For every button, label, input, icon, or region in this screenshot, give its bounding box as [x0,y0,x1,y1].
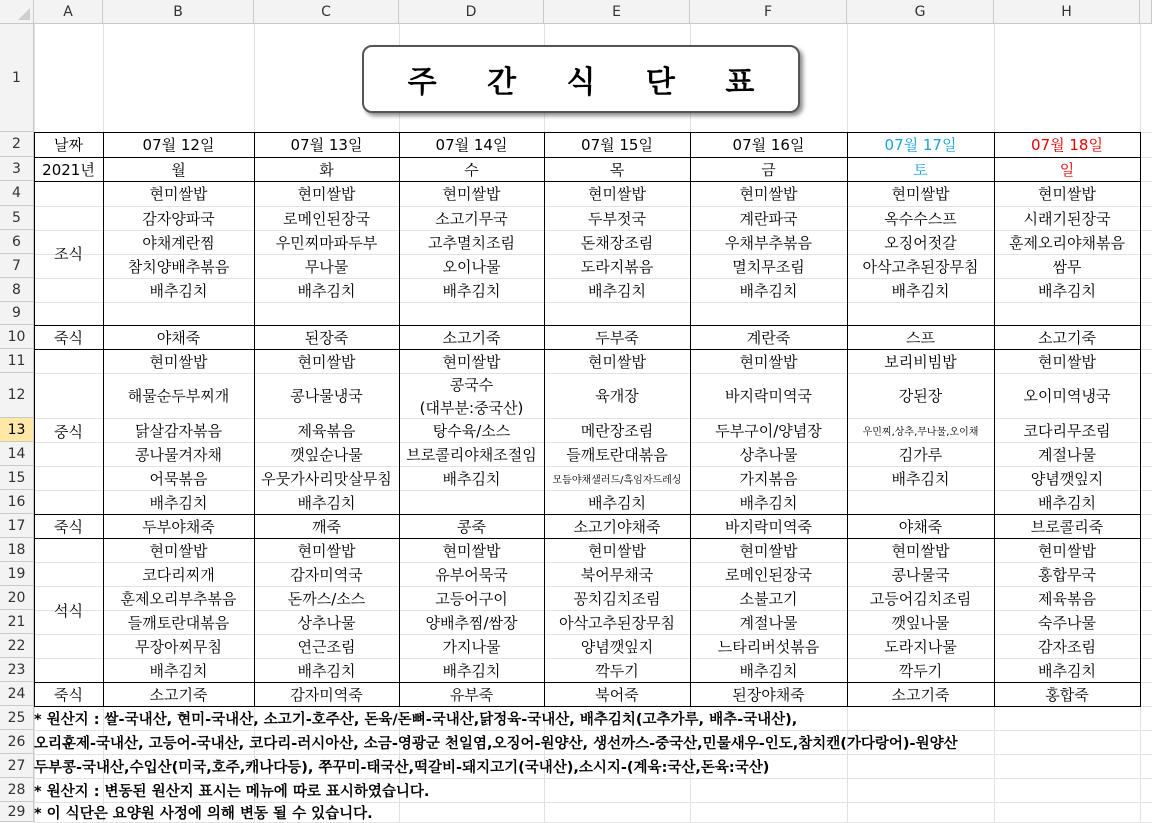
menu-item: 현미쌀밥 [297,541,356,560]
menu-item: 감자조림 [1038,637,1096,656]
porridge-item: 감자미역죽 [290,685,363,704]
menu-item: 현미쌀밥 [442,541,501,560]
weekday-cell: 금 [761,160,776,179]
menu-item: 배추김치 [1038,281,1096,300]
menu-item: 도라지볶음 [580,257,654,276]
weekday-cell: 수 [464,160,479,179]
menu-item: 두부젓국 [588,209,646,228]
origin-note: * 원산지 : 쌀-국내산, 현미-국내산, 소고기-호주산, 돈육/돈뼈-국내산,닭정육-국내산, 배추김치(고추가루, 배추-국내산), [34,711,798,728]
menu-item: 현미쌀밥 [891,185,950,203]
row-header[interactable]: 1 [0,24,34,132]
menu-item: 야채계란찜 [142,233,215,252]
menu-item: 배추김치 [739,281,798,300]
row-header[interactable]: 27 [0,754,34,778]
menu-item: 돈까스/소스 [287,589,366,608]
row-header[interactable]: 20 [0,586,34,610]
menu-item: 무장아찌무침 [135,637,222,656]
meal-label-breakfast: 조식 [54,244,83,263]
row-header[interactable]: 9 [0,302,34,325]
menu-item: 양념깻잎지 [580,637,654,656]
menu-item: 배추김치 [1038,661,1096,680]
menu-item: 시래기된장국 [1023,209,1111,228]
row-header[interactable]: 3 [0,157,34,181]
meal-label-porridge: 죽식 [54,517,83,536]
porridge-item: 된장죽 [304,328,349,347]
menu-item: 현미쌀밥 [149,185,208,203]
menu-item: 북어무채국 [580,565,654,584]
menu-item: 가지나물 [442,637,501,656]
menu-item: 우뭇가사리맛살무침 [261,469,392,488]
menu-item: 현미쌀밥 [891,541,950,560]
porridge-item: 스프 [906,328,935,347]
origin-note: 두부콩-국내산,수입산(미국,호주,캐나다등), 쭈꾸미-태국산,떡갈비-돼지고기(국내산),소시지-(계육:국산,돈육:국산) [34,759,770,776]
menu-item: 숙주나물 [1038,613,1096,632]
porridge-item: 소고기야채죽 [573,517,661,536]
menu-item: 현미쌀밥 [588,185,646,203]
menu-item: 훈제오리부추볶음 [120,589,237,608]
row-header[interactable]: 4 [0,181,34,206]
row-header[interactable]: 6 [0,230,34,254]
column-header[interactable]: D [399,0,544,24]
menu-item: 우채부추볶음 [725,233,812,252]
menu-item-note: (대부분:중국산) [419,398,524,417]
porridge-item: 소고기죽 [149,685,208,704]
menu-item: 코다리무조림 [1023,421,1111,440]
porridge-item: 두부야채죽 [142,517,215,536]
column-header[interactable]: G [847,0,994,24]
menu-item: 배추김치 [297,281,356,300]
page-title: 주 간 식 단 표 [362,45,800,113]
porridge-item: 홍합죽 [1045,685,1089,704]
menu-item: 배추김치 [149,281,208,300]
column-header[interactable]: H [994,0,1140,24]
menu-item: 연근조림 [297,637,356,656]
row-header[interactable]: 18 [0,538,34,562]
menu-item: 양배추찜/쌈장 [425,613,518,632]
menu-item: 바지락미역국 [725,387,812,405]
menu-item: 배추김치 [1038,493,1096,512]
menu-item: 현미쌀밥 [588,352,646,371]
menu-item: 어묵볶음 [149,469,208,488]
porridge-item: 북어죽 [595,685,639,704]
menu-item: 아삭고추된장무침 [559,613,675,632]
menu-item: 멸치무조림 [732,257,805,276]
menu-item: 배추김치 [739,661,798,680]
date-label: 날짜 [54,136,83,154]
porridge-item: 바지락미역죽 [725,517,812,536]
menu-item: 메란장조림 [580,421,654,440]
row-header[interactable]: 25 [0,706,34,730]
column-header-overflow [1140,0,1152,24]
meal-label-porridge: 죽식 [54,328,83,347]
menu-item: 배추김치 [442,661,501,680]
menu-item: 현미쌀밥 [739,185,798,203]
menu-item: 계절나물 [739,613,798,632]
menu-item: 오이미역냉국 [1023,387,1111,405]
column-header[interactable]: C [254,0,399,24]
porridge-item: 브로콜리죽 [1030,517,1104,536]
menu-item: 도라지나물 [884,637,957,656]
menu-item: 보리비빔밥 [884,352,957,371]
menu-item: 현미쌀밥 [149,541,208,560]
menu-item: 아삭고추된장무침 [862,257,979,276]
menu-item: 양념깻잎지 [1030,469,1104,488]
menu-item: 느타리버섯볶음 [717,637,820,656]
menu-item: 현미쌀밥 [1038,185,1096,203]
menu-item: 해물순두부찌개 [127,387,230,405]
menu-item: 강된장 [898,387,943,405]
menu-item: 우민찌,상추,무나물,오이채 [862,426,979,438]
row-header[interactable]: 24 [0,682,34,706]
menu-item: 배추김치 [891,469,950,488]
menu-item: 깻잎순나물 [290,445,363,464]
menu-item: 배추김치 [739,493,798,512]
row-header[interactable]: 17 [0,514,34,538]
menu-item: 고등어김치조림 [869,589,972,608]
porridge-item: 야채죽 [898,517,943,536]
menu-item: 로메인된장국 [725,565,812,584]
menu-item: 돈채장조림 [580,233,654,252]
menu-item: 현미쌀밥 [297,352,356,371]
table-border [1140,132,1141,707]
column-header[interactable]: B [103,0,254,24]
row-header[interactable]: 26 [0,730,34,754]
row-header[interactable]: 13 [0,418,34,442]
date-cell: 07월 14일 [435,136,508,154]
menu-item: 참치양배추볶음 [127,257,230,276]
porridge-item: 된장야채죽 [732,685,805,704]
porridge-item: 소고기죽 [891,685,950,704]
menu-item: 배추김치 [891,281,950,300]
menu-item: 가지볶음 [739,469,798,488]
row-header[interactable]: 2 [0,132,34,157]
menu-item: 소불고기 [739,589,798,608]
menu-item: 배추김치 [588,281,646,300]
meal-label-porridge: 죽식 [54,685,83,704]
menu-item: 꽁치김치조림 [573,589,661,608]
menu-item: 제육볶음 [297,421,356,440]
menu-item: 배추김치 [297,661,356,680]
date-cell: 07월 16일 [732,136,805,154]
weekday-cell: 일 [1059,160,1075,179]
row-header[interactable]: 14 [0,442,34,466]
menu-item: 감자미역국 [290,565,363,584]
row-header[interactable]: 22 [0,634,34,658]
column-header[interactable]: F [690,0,847,24]
menu-item: 고등어구이 [435,589,508,608]
menu-item: 콩나물겨자채 [135,445,222,464]
meal-label-dinner: 석식 [54,601,83,620]
row-header[interactable]: 21 [0,610,34,634]
row-header[interactable]: 11 [0,349,34,373]
weekday-cell: 토 [913,160,928,179]
porridge-item: 유부죽 [449,685,494,704]
date-cell: 07월 12일 [142,136,215,154]
porridge-item: 소고기죽 [1038,328,1096,347]
menu-item: 배추김치 [149,661,208,680]
row-header[interactable]: 12 [0,373,34,418]
row-header[interactable]: 16 [0,490,34,514]
porridge-item: 소고기죽 [442,328,501,347]
meal-label-lunch: 중식 [54,423,83,441]
row-header[interactable]: 29 [0,802,34,822]
row-header[interactable]: 15 [0,466,34,490]
menu-item: 깍두기 [898,661,943,680]
menu-item: 모듬야채샐러드/흑임자드레싱 [552,474,682,486]
menu-item: 콩국수 [449,375,494,394]
menu-item: 육개장 [595,387,639,405]
menu-item: 들깨토란대볶음 [566,445,668,464]
menu-item: 김가루 [898,445,943,464]
column-header[interactable]: A [34,0,103,24]
menu-item: 브로콜리야채조절임 [406,445,537,464]
menu-item: 옥수수스프 [884,209,957,228]
menu-item: 두부구이/양념장 [715,421,822,440]
porridge-item: 깨죽 [312,517,341,536]
date-cell: 07월 18일 [1031,136,1103,154]
date-cell: 07월 15일 [581,136,653,154]
weekday-cell: 화 [319,160,334,179]
menu-item: 쌈무 [1052,257,1082,276]
select-all-corner[interactable] [0,0,34,24]
menu-item: 계절나물 [1038,445,1096,464]
row-header[interactable]: 7 [0,254,34,278]
date-cell: 07월 17일 [884,136,957,154]
menu-item: 콩나물국 [891,565,950,584]
origin-note: * 원산지 : 변동된 원산지 표시는 메뉴에 따로 표시하였습니다. [34,783,430,800]
menu-item: 고추멸치조림 [428,233,515,252]
menu-item: 콩나물냉국 [290,387,363,405]
menu-item: 현미쌀밥 [588,541,646,560]
menu-item: 상추나물 [297,613,356,632]
menu-item: 로메인된장국 [283,209,370,228]
menu-item: 상추나물 [739,445,798,464]
menu-item: 우민찌마파두부 [275,233,378,252]
menu-item: 현미쌀밥 [442,352,501,371]
menu-item: 제육볶음 [1038,589,1096,608]
row-header[interactable]: 19 [0,562,34,586]
menu-item: 계란파국 [739,209,798,228]
menu-item: 들깨토란대볶음 [127,613,230,632]
menu-item: 소고기무국 [435,209,508,228]
menu-item: 배추김치 [149,493,208,512]
date-cell: 07월 13일 [290,136,363,154]
porridge-item: 야채죽 [156,328,201,347]
menu-item: 깍두기 [595,661,639,680]
menu-item: 코다리찌개 [142,565,215,584]
row-header[interactable]: 10 [0,325,34,349]
row-header[interactable]: 8 [0,278,34,302]
origin-note: 오리훈제-국내산, 고등어-국내산, 코다리-러시아산, 소금-영광군 천일염,오징어-원양산, 생선까스-중국산,민물새우-인도,참치캔(가다랑어)-원양산 [34,735,958,752]
menu-item: 오징어젓갈 [884,233,957,252]
menu-item: 현미쌀밥 [739,352,798,371]
menu-item: 오이나물 [442,257,501,276]
row-header[interactable]: 5 [0,206,34,230]
menu-item: 무나물 [304,257,349,276]
menu-item: 탕수육/소스 [432,421,511,440]
porridge-item: 계란죽 [746,328,791,347]
row-header[interactable]: 23 [0,658,34,682]
porridge-item: 두부죽 [595,328,639,347]
origin-note: * 이 식단은 요양원 사정에 의해 변동 될 수 있습니다. [34,805,373,822]
weekday-cell: 월 [171,160,186,179]
menu-item: 배추김치 [442,281,501,300]
year-label: 2021년 [42,160,95,179]
menu-item: 배추김치 [588,493,646,512]
menu-item: 훈제오리야채볶음 [1009,233,1125,252]
menu-item: 현미쌀밥 [1038,541,1096,560]
weekday-cell: 목 [609,160,625,179]
menu-item: 깻잎나물 [891,613,950,632]
menu-item: 닭살감자볶음 [135,421,222,440]
row-header[interactable]: 28 [0,778,34,802]
porridge-item: 콩죽 [457,517,486,536]
menu-item: 감자양파국 [142,209,215,228]
menu-item: 현미쌀밥 [297,185,356,203]
menu-item: 현미쌀밥 [739,541,798,560]
menu-item: 배추김치 [442,469,501,488]
menu-item: 유부어묵국 [435,565,508,584]
menu-item: 현미쌀밥 [149,352,208,371]
column-header[interactable]: E [544,0,690,24]
gridline-horizontal [34,302,1152,303]
menu-item: 현미쌀밥 [442,185,501,203]
menu-item: 현미쌀밥 [1038,352,1096,371]
menu-item: 배추김치 [297,493,356,512]
menu-item: 홍합무국 [1038,565,1096,584]
